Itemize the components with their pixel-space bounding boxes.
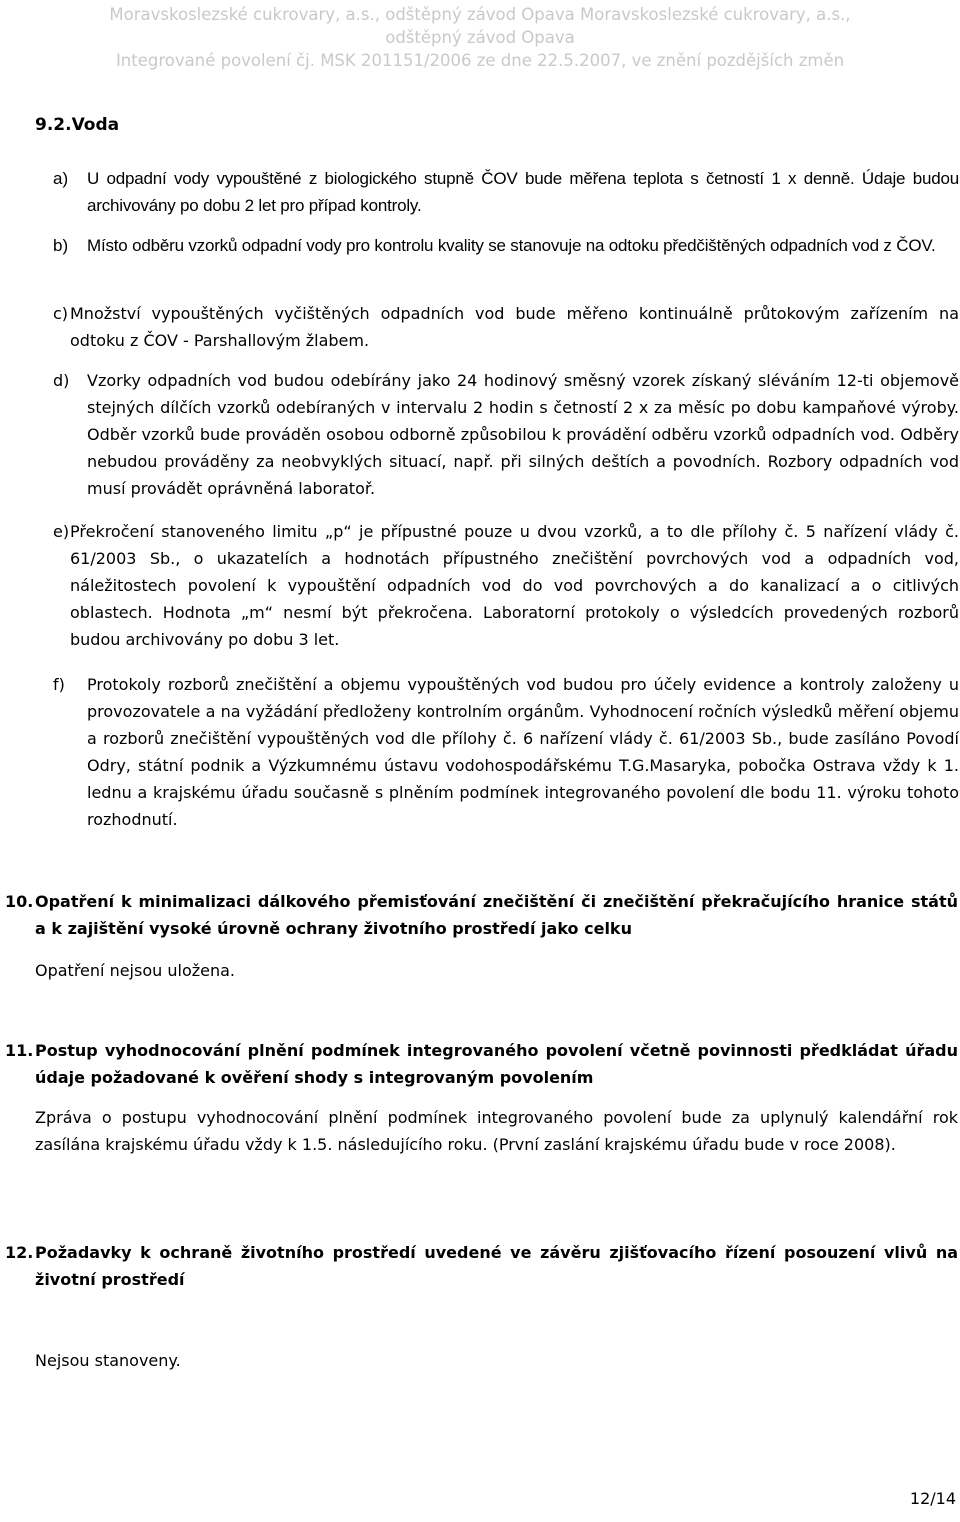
- section-number: 12.: [5, 1243, 34, 1262]
- list-item-text: Překročení stanoveného limitu „p“ je přípustné pouze u dvou vzorků, a to dle přílohy č. 5 nařízení vlády č. 61/2003 Sb., o ukazatelích a hodnotách přípustného znečištění povrchových vod a odpadních vod, náležitostech povolení k vypouštění odpadních vod do vod povrchových a do kanalizací a o citlivých oblastech. Hodnota „m“ nesmí být překročena. Laboratorní protokoly o výsledcích provedených rozborů budou archivovány po dobu 3 let.: [70, 522, 959, 649]
- section-body: Nejsou stanoveny.: [35, 1351, 181, 1370]
- section-number: 10.: [5, 892, 34, 911]
- list-item-text: Místo odběru vzorků odpadní vody pro kontrolu kvality se stanovuje na odtoku předčištěných odpadních vod z ČOV.: [87, 236, 936, 255]
- list-item-label: f): [53, 675, 65, 694]
- header-line-2: odštěpný závod Opava: [385, 28, 575, 47]
- list-item-text: Vzorky odpadních vod budou odebírány jako 24 hodinový směsný vzorek získaný sléváním 12-ti objemově stejných dílčích vzorků odebíraných v intervalu 2 hodin s četností 2 x za měsíc po dobu kampaňové výroby. Odběr vzorků bude prováděn osobou odborně způsobilou k provádění odběru vzorků odpadních vod. Odběry nebudou prováděny za neobvyklých situací, např. při silných deštích a povodních. Rozbory odpadních vod musí provádět oprávněná laboratoř.: [87, 371, 959, 498]
- section-10: [0, 888, 960, 984]
- page-header: [0, 0, 960, 82]
- list-item-text: U odpadní vody vypouštěné z biologického stupně ČOV bude měřena teplota s četností 1 x denně. Údaje budou archivovány po dobu 2 let pro případ kontroly.: [87, 169, 959, 215]
- section-title: Postup vyhodnocování plnění podmínek integrovaného povolení včetně povinnosti předkládat úřadu údaje požadované k ověření shody s integrovaným povolením: [35, 1041, 958, 1087]
- list-item-d: [53, 367, 959, 502]
- list-item-e: [53, 518, 959, 653]
- list-item-label: c): [53, 304, 69, 323]
- list-item-text: Množství vypouštěných vyčištěných odpadních vod bude měřeno kontinuálně průtokovým zařízením na odtoku z ČOV - Parshallovým žlabem.: [70, 304, 959, 350]
- section-title: Opatření k minimalizaci dálkového přemisťování znečištění či znečištění překračujícího hranice států a k zajištění vysoké úrovně ochrany životního prostředí jako celku: [35, 892, 958, 938]
- section-11: [0, 1037, 960, 1158]
- page-number: 12/14: [909, 1489, 956, 1508]
- section-number: 11.: [5, 1041, 34, 1060]
- list-item-c: [53, 300, 959, 354]
- list-item-b: [53, 232, 959, 259]
- header-line-1: Moravskoslezské cukrovary, a.s., odštěpný závod Opava Moravskoslezské cukrovary, a.s.,: [109, 5, 851, 24]
- list-item-a: [53, 165, 959, 219]
- list-item-text: Protokoly rozborů znečištění a objemu vypouštěných vod budou pro účely evidence a kontroly založeny u provozovatele a na vyžádání předloženy kontrolním orgánům. Vyhodnocení ročních výsledků měření objemu a rozborů znečištění vypouštěných vod dle přílohy č. 6 nařízení vlády č. 61/2003 Sb., bude zasíláno Povodí Odry, státní podnik a Výzkumnému ústavu vodohospodářskému T.G.Masaryka, pobočka Ostrava vždy k 1. lednu a krajskému úřadu současně s plněním podmínek integrovaného povolení dle bodu 11. výroku tohoto rozhodnutí.: [87, 675, 959, 829]
- section-body: Opatření nejsou uložena.: [35, 961, 235, 980]
- section-body: Zpráva o postupu vyhodnocování plnění podmínek integrovaného povolení bude za uplynulý kalendářní rok zasílána krajskému úřadu vždy k 1.5. následujícího roku. (První zaslání krajskému úřadu bude v roce 2008).: [35, 1108, 958, 1154]
- list-item-label: b): [53, 236, 69, 255]
- section-12: [0, 1239, 960, 1374]
- list-item-f: [53, 671, 959, 833]
- list-item-label: a): [53, 169, 69, 188]
- header-line-3: Integrované povolení čj. MSK 201151/2006 ze dne 22.5.2007, ve znění pozdějších změn: [115, 51, 845, 70]
- section-title: Požadavky k ochraně životního prostředí uvedené ve závěru zjišťovacího řízení posouzení vlivů na životní prostředí: [35, 1243, 958, 1289]
- list-item-label: d): [53, 371, 70, 390]
- section-heading-9-2: 9.2.Voda: [35, 115, 120, 135]
- list-item-label: e): [53, 522, 70, 541]
